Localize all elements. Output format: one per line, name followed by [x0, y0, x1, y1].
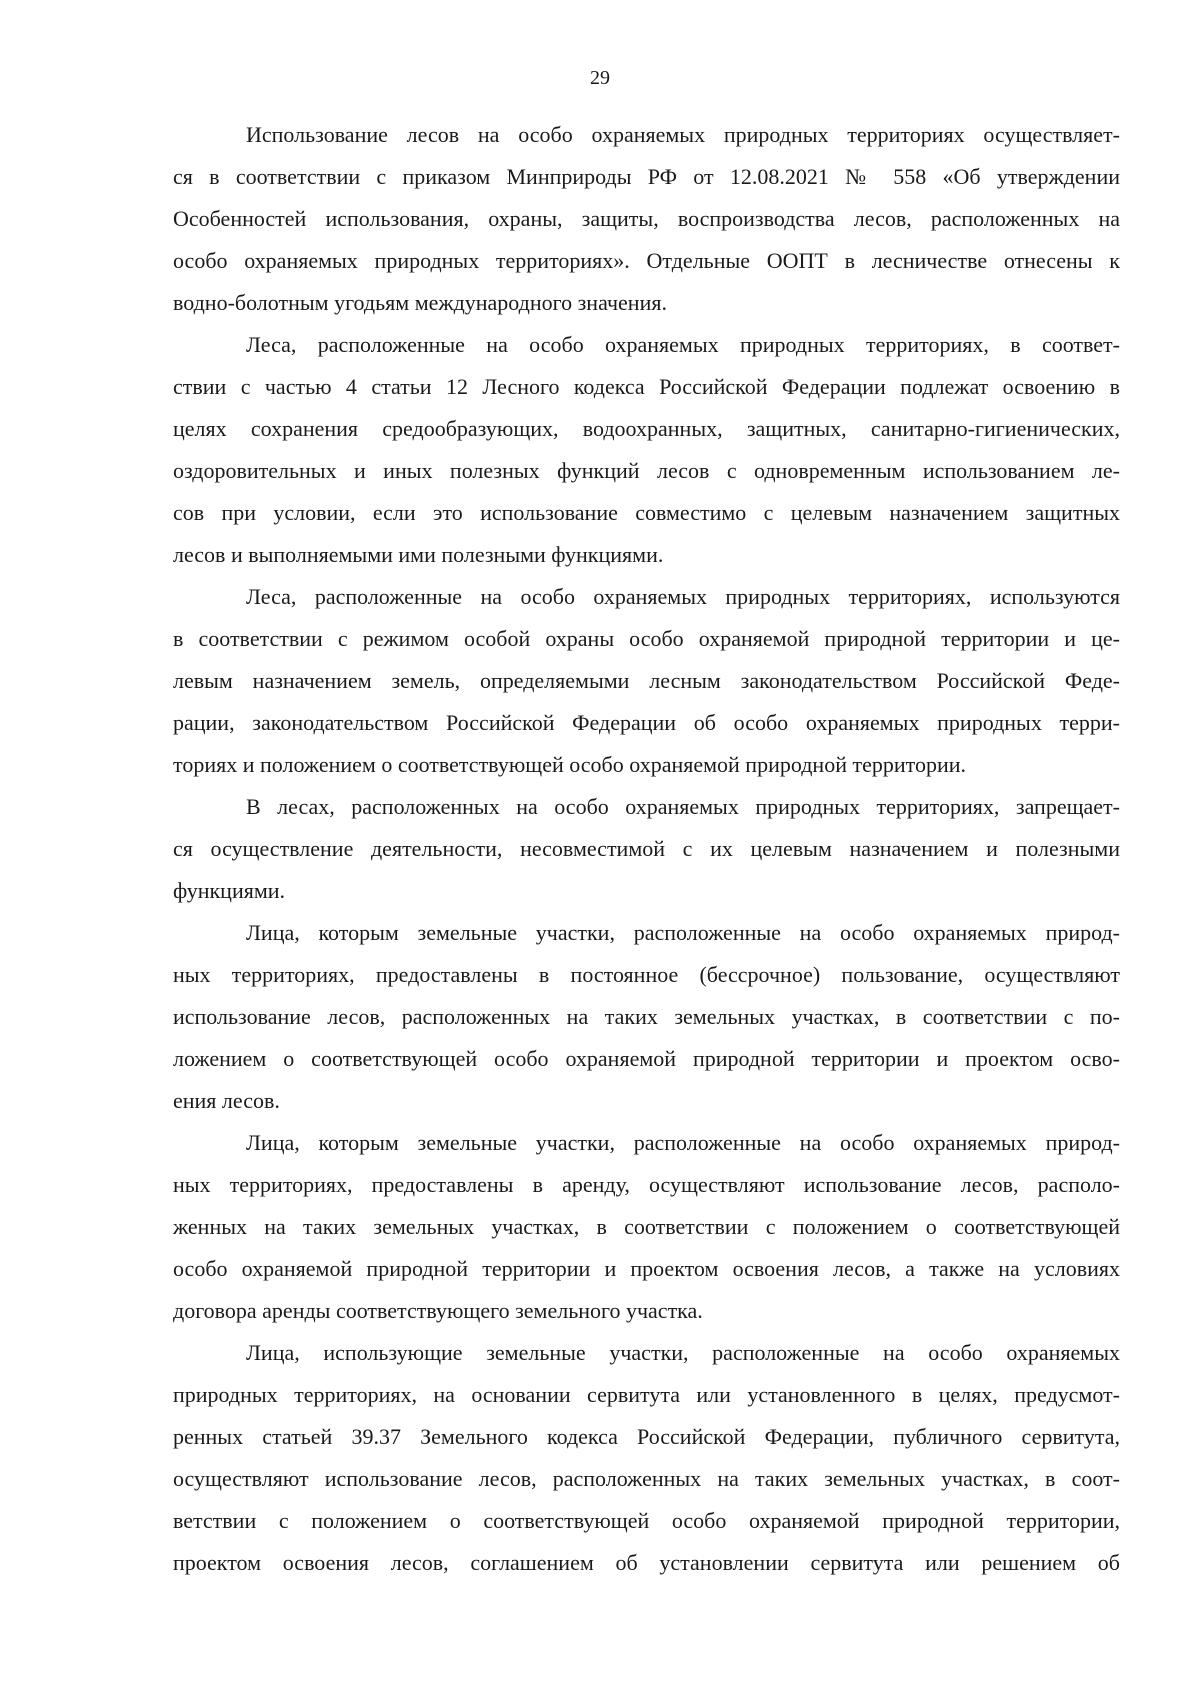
paragraph	[173, 1122, 1120, 1332]
text-line: ложением о соответствующей особо охраняемой природной территории и проектом осво-	[173, 1046, 1120, 1071]
text-line: договора аренды соответствующего земельного участка.	[173, 1298, 703, 1323]
text-line: Лица, которым земельные участки, расположенные на особо охраняемых природ-	[246, 920, 1120, 945]
text-line: рации, законодательством Российской Федерации об особо охраняемых природных терри-	[173, 710, 1120, 735]
text-line: целях сохранения средообразующих, водоохранных, защитных, санитарно-гигиенических,	[173, 416, 1120, 441]
text-line: ных территориях, предоставлены в аренду, осуществляют использование лесов, располо-	[173, 1172, 1120, 1197]
text-line: Лица, использующие земельные участки, расположенные на особо охраняемых	[246, 1340, 1120, 1365]
text-line: левым назначением земель, определяемыми лесным законодательством Российской Феде-	[173, 668, 1120, 693]
text-line: использование лесов, расположенных на таких земельных участках, в соответствии с по-	[173, 1004, 1120, 1029]
text-line: В лесах, расположенных на особо охраняемых природных территориях, запрещает-	[246, 794, 1120, 819]
text-line: особо охраняемых природных территориях». Отдельные ООПТ в лесничестве отнесены к	[173, 248, 1120, 273]
text-line: Использование лесов на особо охраняемых природных территориях осуществляет-	[246, 122, 1120, 147]
text-line: функциями.	[173, 878, 286, 903]
text-line: ения лесов.	[173, 1088, 280, 1113]
text-line: Леса, расположенные на особо охраняемых природных территориях, используются	[246, 584, 1120, 609]
text-line: ренных статьей 39.37 Земельного кодекса Российской Федерации, публичного сервитута,	[173, 1424, 1120, 1449]
text-line: ных территориях, предоставлены в постоянное (бессрочное) пользование, осуществляют	[173, 962, 1120, 987]
text-line: оздоровительных и иных полезных функций лесов с одновременным использованием ле-	[173, 458, 1120, 483]
paragraph	[173, 1332, 1120, 1584]
text-line: ствии с частью 4 статьи 12 Лесного кодекса Российской Федерации подлежат освоению в	[173, 374, 1120, 399]
text-line: в соответствии с режимом особой охраны особо охраняемой природной территории и це-	[173, 626, 1120, 651]
text-line: проектом освоения лесов, соглашением об установлении сервитута или решением об	[173, 1550, 1120, 1575]
text-line: особо охраняемой природной территории и проектом освоения лесов, а также на условиях	[173, 1256, 1120, 1281]
text-line: ториях и положением о соответствующей особо охраняемой природной территории.	[173, 752, 966, 777]
text-line: Лица, которым земельные участки, расположенные на особо охраняемых природ-	[246, 1130, 1120, 1155]
paragraph	[173, 324, 1120, 576]
text-line: сов при условии, если это использование совместимо с целевым назначением защитных	[173, 500, 1120, 525]
text-line: Особенностей использования, охраны, защиты, воспроизводства лесов, расположенных на	[173, 206, 1120, 231]
text-line: водно-болотным угодьям международного значения.	[173, 290, 667, 315]
paragraph	[173, 786, 1120, 912]
text-line: ся в соответствии с приказом Минприроды РФ от 12.08.2021 № 558 «Об утверждении	[173, 164, 1120, 189]
text-line: лесов и выполняемыми ими полезными функциями.	[173, 542, 664, 567]
page-number: 29	[590, 67, 610, 89]
document-body	[173, 114, 1120, 1584]
paragraph	[173, 912, 1120, 1122]
text-line: осуществляют использование лесов, расположенных на таких земельных участках, в соот-	[173, 1466, 1120, 1491]
text-line: женных на таких земельных участках, в соответствии с положением о соответствующей	[173, 1214, 1120, 1239]
text-line: ся осуществление деятельности, несовместимой с их целевым назначением и полезными	[173, 836, 1120, 861]
paragraph	[173, 114, 1120, 324]
text-line: ветствии с положением о соответствующей особо охраняемой природной территории,	[173, 1508, 1120, 1533]
text-line: Леса, расположенные на особо охраняемых природных территориях, в соответ-	[246, 332, 1120, 357]
paragraph	[173, 576, 1120, 786]
text-line: природных территориях, на основании сервитута или установленного в целях, предусмот-	[173, 1382, 1120, 1407]
